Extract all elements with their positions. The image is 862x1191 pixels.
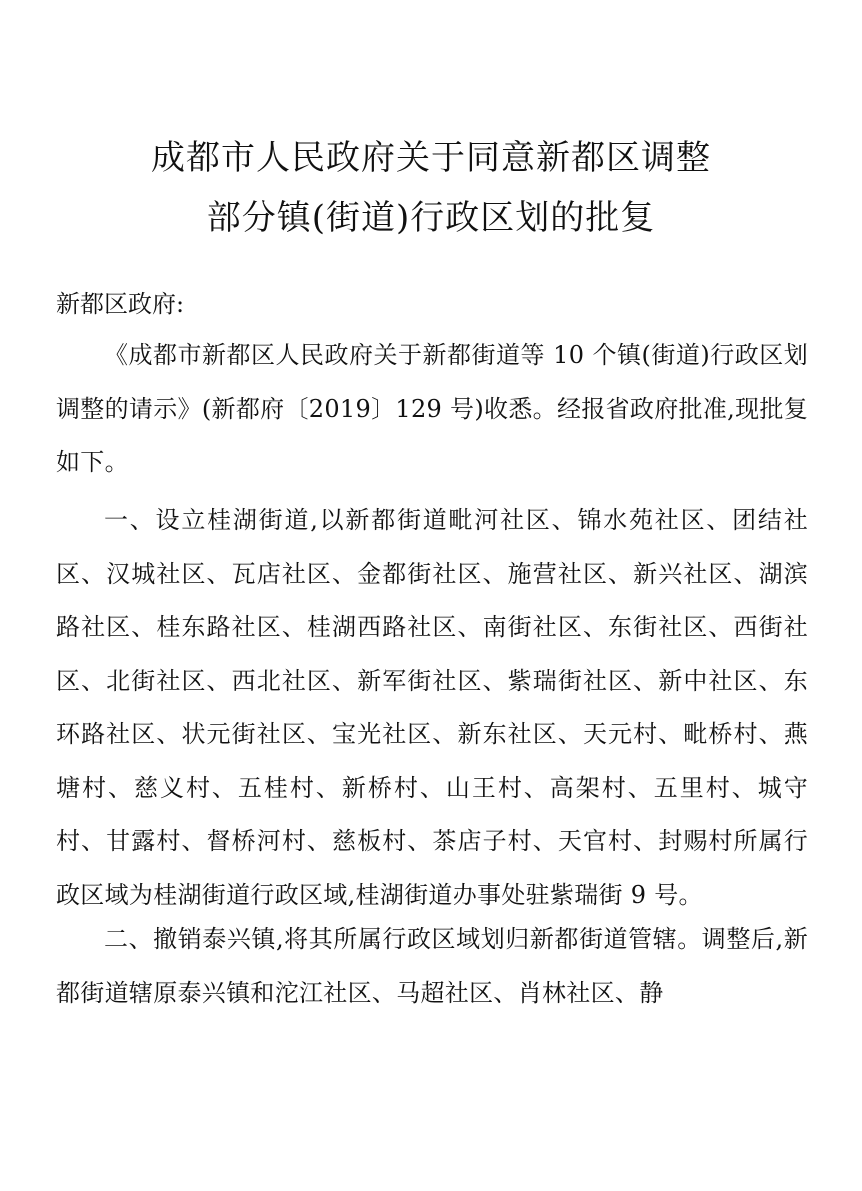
paragraph-item-one: 一、设立桂湖街道,以新都街道毗河社区、锦水苑社区、团结社区、汉城社区、瓦店社区、金都街社区、施营社区、新兴社区、湖滨路社区、桂东路社区、桂湖西路社区、南街社区、东街社区、西街社区、北街社区、西北社区、新军街社区、紫瑞街社区、新中社区、东环路社区、状元街社区、宝光社区、新东社区、天元村、毗桥村、燕塘村、慈义村、五桂村、新桥村、山王村、高架村、五里村、城守村、甘露村、督桥河村、慈板村、茶店子村、天官村、封赐村所属行政区域为桂湖街道行政区域,桂湖街道办事处驻紫瑞街 9 号。 <box>56 506 808 909</box>
document-title-line-1: 成都市人民政府关于同意新都区调整 <box>151 138 711 178</box>
salutation: 新都区政府: <box>56 290 185 318</box>
paragraph-item-two: 二、撤销泰兴镇,将其所属行政区域划归新都街道管辖。调整后,新都街道辖原泰兴镇和沱江社区、马超社区、肖林社区、静 <box>56 925 808 1007</box>
paragraph-request-receipt: 《成都市新都区人民政府关于新都街道等 10 个镇(街道)行政区划调整的请示》(新都府〔2019〕129 号)收悉。经报省政府批准,现批复如下。 <box>56 341 808 476</box>
document-title-line-2: 部分镇(街道)行政区划的批复 <box>206 198 656 238</box>
